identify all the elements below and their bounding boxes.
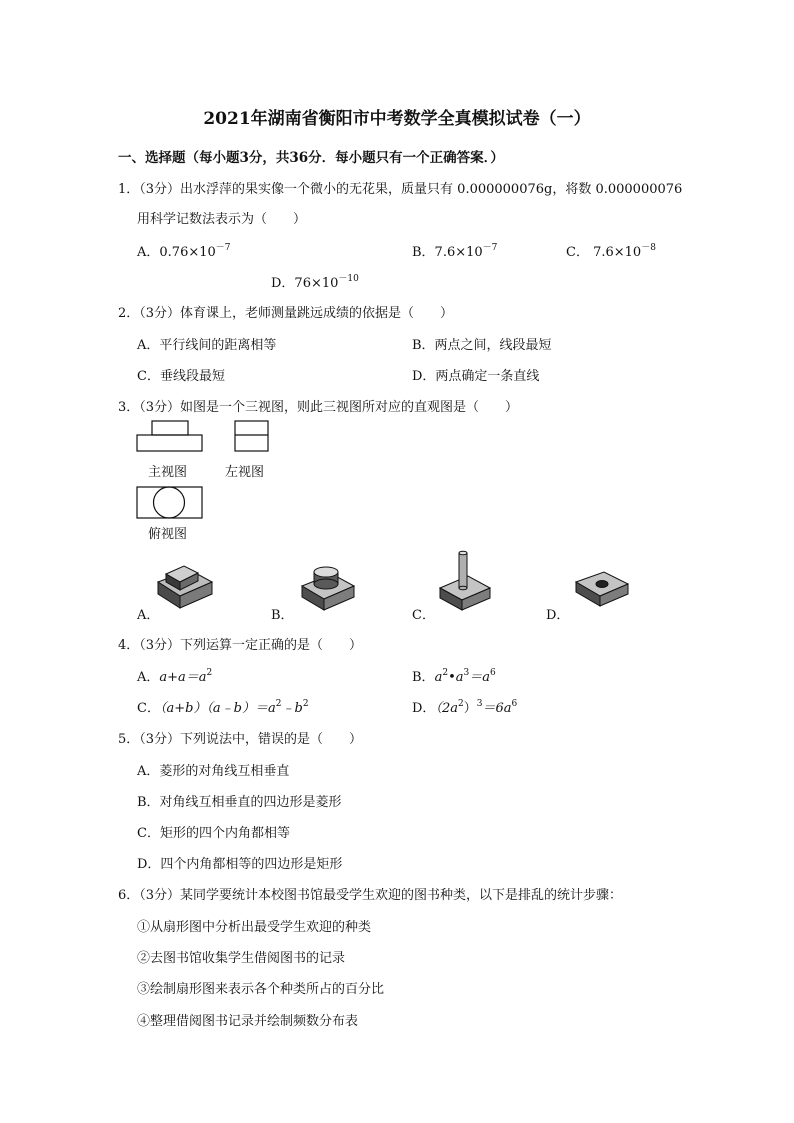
q3-option-d: D．: [546, 608, 570, 623]
q3-option-b-solid: [298, 562, 358, 612]
q5-option-d: D．四个内角都相等的四边形是矩形: [137, 857, 343, 872]
q4-option-d: D．$(2a^2)^3=6a^6$: [412, 699, 518, 716]
q5-stem: 5．（3分）下列说法中，错误的是（ ）: [118, 732, 363, 747]
q1-stem-line2: 用科学记数法表示为（ ）: [137, 212, 307, 227]
q1-option-a: A．$0.76\times 10^{-7}$: [137, 243, 231, 260]
q6-step-1: ①从扇形图中分析出最受学生欢迎的种类: [137, 920, 372, 935]
q5-option-a: A．菱形的对角线互相垂直: [137, 764, 290, 779]
q2-option-a: A．平行线间的距离相等: [137, 338, 277, 353]
q1-option-d: D．$76\times 10^{-10}$: [271, 274, 359, 291]
q3-option-d-solid: [572, 566, 632, 612]
q3-option-c: C．: [412, 608, 435, 623]
front-view-drawing: [137, 421, 202, 451]
top-view-drawing: [137, 487, 202, 518]
q4-option-a: A．$a+a=a^2$: [137, 668, 213, 685]
front-view-label: 主视图: [148, 465, 188, 480]
left-view-drawing: [235, 421, 268, 451]
q5-option-c: C．矩形的四个内角都相等: [137, 826, 290, 841]
q5-option-b: B．对角线互相垂直的四边形是菱形: [137, 795, 342, 810]
q6-step-2: ②去图书馆收集学生借阅图书的记录: [137, 951, 346, 966]
q4-stem: 4．（3分）下列运算一定正确的是（ ）: [118, 638, 363, 653]
q6-step-3: ③绘制扇形图来表示各个种类所占的百分比: [137, 982, 385, 997]
q3-stem: 3．（3分）如图是一个三视图，则此三视图所对应的直观图是（ ）: [118, 400, 519, 415]
q2-option-b: B．两点之间，线段最短: [412, 338, 552, 353]
q4-option-c: C．$(a+b)(a﹣b)=a^2﹣b^2$: [137, 699, 309, 716]
q3-option-a-solid: [152, 562, 218, 612]
q4-option-b: B．$a^2•a^3=a^6$: [412, 668, 496, 685]
page-title: 2021年湖南省衡阳市中考数学全真模拟试卷（一）: [203, 109, 591, 129]
q1-stem-line1: 1．（3分）出水浮萍的果实像一个微小的无花果，质量只有 0.000000076g，将数 0.000000076: [118, 182, 683, 197]
q2-option-d: D．两点确定一条直线: [412, 369, 540, 384]
q3-option-c-solid: [436, 548, 496, 613]
q3-option-a: A．: [137, 608, 160, 623]
section-heading: 一、选择题（每小题3分，共36分．每小题只有一个正确答案．）: [118, 150, 504, 166]
q3-option-b: B．: [271, 608, 294, 623]
q2-stem: 2．（3分）体育课上，老师测量跳远成绩的依据是（ ）: [118, 306, 454, 321]
q6-step-4: ④整理借阅图书记录并绘制频数分布表: [137, 1014, 359, 1029]
q6-stem: 6．（3分）某同学要统计本校图书馆最受学生欢迎的图书种类，以下是排乱的统计步骤：: [118, 888, 623, 903]
q1-option-c: C． $7.6\times 10^{-8}$: [566, 243, 656, 260]
left-view-label: 左视图: [225, 465, 265, 480]
top-view-label: 俯视图: [148, 527, 188, 542]
q2-option-c: C．垂线段最短: [137, 369, 225, 384]
q1-option-b: B．$7.6\times 10^{-7}$: [412, 243, 498, 260]
